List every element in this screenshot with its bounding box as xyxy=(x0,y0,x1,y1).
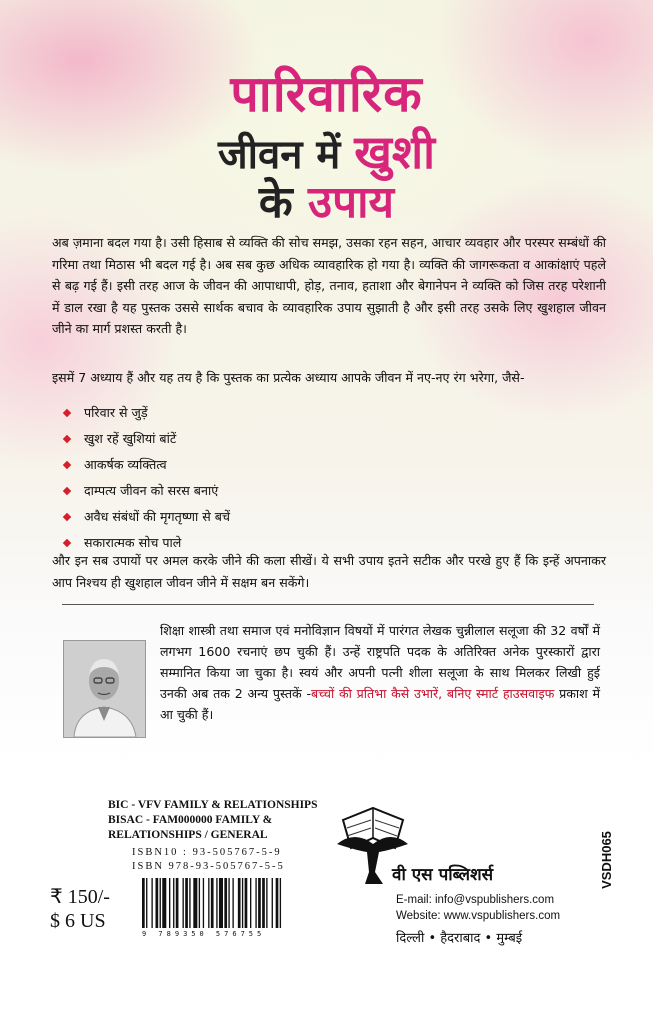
author-photo xyxy=(63,640,146,738)
barcode-bar xyxy=(211,878,214,928)
barcode-digits: 9 789350 576755 xyxy=(142,930,266,938)
barcode-bar xyxy=(160,878,161,928)
barcode-bar xyxy=(162,878,166,928)
barcode-bar xyxy=(276,878,279,928)
diamond-bullet-icon xyxy=(63,409,71,417)
divider xyxy=(62,604,594,605)
author-bio-end: प्रकाश में आ चुकी हैं। xyxy=(160,686,601,722)
isbn13: ISBN 978-93-505767-5-5 xyxy=(132,861,285,872)
author-bio xyxy=(160,620,600,725)
publisher-name: वी एस पब्लिशर्स xyxy=(392,865,494,885)
title-line-3 xyxy=(0,170,653,230)
barcode-bar xyxy=(183,878,184,928)
diamond-bullet-icon xyxy=(63,461,71,469)
barcode-bar xyxy=(250,878,251,928)
title-highlight-khushi: खुशी xyxy=(354,125,436,179)
chapter-list xyxy=(62,400,230,556)
barcode-bar xyxy=(262,878,265,928)
list-item-label: खुश रहें खुशियां बांटें xyxy=(84,431,177,446)
author-portrait-icon xyxy=(64,641,145,737)
diamond-bullet-icon xyxy=(63,513,71,521)
publisher-email: E-mail: info@vspublishers.com xyxy=(396,894,555,906)
author-other-books: बच्चों की प्रतिभा कैसे उभारें, बनिए स्मार्ट हाउसवाइफ xyxy=(311,686,555,701)
list-item xyxy=(62,504,230,530)
barcode-bar xyxy=(280,878,281,928)
barcode xyxy=(140,878,325,928)
chapters-line: इसमें 7 अध्याय हैं और यह तय है कि पुस्तक का प्रत्येक अध्याय आपके जीवन में नए-नए रंग भरेगा, जैसे- xyxy=(52,370,525,385)
barcode-bar xyxy=(146,878,147,928)
bic-code: BIC - VFV FAMILY & RELATIONSHIPS xyxy=(108,799,318,811)
list-item xyxy=(62,452,230,478)
title-line-1: पारिवारिक xyxy=(230,65,423,123)
list-item-label: अवैध संबंधों की मृगतृष्णा से बचें xyxy=(84,509,230,524)
barcode-bar xyxy=(228,878,229,928)
list-item xyxy=(62,426,230,452)
publisher-cities: दिल्ली • हैदराबाद • मुम्बई xyxy=(396,931,523,946)
author-bio-text: शिक्षा शास्त्री तथा समाज एवं मनोविज्ञान विषयों में पारंगत लेखक चुन्नीलाल सलूजा की 32 वर्षों में लगभग 1600 रचनाएं छप चुकी हैं। उन्हें राष्ट्रपति पदक के अतिरिक्त अनेक पुरस्कारों द्वारा सम्मानित किया जा चुका है। स्वयं और अपनी पत्नी शीला सलूजा के साथ मिलकर लिखी हुई उनकी अब तक 2 अन्य पुस्तकें - xyxy=(160,623,600,701)
barcode-bar xyxy=(238,878,241,928)
barcode-bar xyxy=(193,878,197,928)
barcode-bar xyxy=(176,878,179,928)
list-item xyxy=(62,400,230,426)
product-code-text: VSDH065 xyxy=(599,831,614,889)
list-item-label: आकर्षक व्यक्तित्व xyxy=(84,457,167,472)
barcode-bar xyxy=(232,878,233,928)
barcode-bar xyxy=(216,878,217,928)
barcode-bar xyxy=(208,878,209,928)
title-highlight-upay: उपाय xyxy=(308,177,395,228)
isbn10: ISBN10 : 93-505767-5-9 xyxy=(132,847,282,858)
bisac-code-line-1: BISAC - FAM000000 FAMILY & xyxy=(108,814,273,826)
title-line-3-text: के xyxy=(258,177,309,228)
list-item-label: दाम्पत्य जीवन को सरस बनाएं xyxy=(84,483,219,498)
barcode-bar xyxy=(219,878,223,928)
isbn-block xyxy=(132,846,285,874)
closing-paragraph: और इन सब उपायों पर अमल करके जीने की कला सीखें। ये सभी उपाय इतने सटीक और परखे हुए हैं कि इन्हें अपनाकर आप निश्चय ही खुशहाल जीवन जीने में सक्षम बन सकेंगे। xyxy=(52,553,606,590)
list-item-label: सकारात्मक सोच पाले xyxy=(84,535,182,550)
barcode-bar xyxy=(266,878,267,928)
price-usd: $ 6 US xyxy=(50,910,106,932)
price-block xyxy=(50,885,110,933)
diamond-bullet-icon xyxy=(63,539,71,547)
product-code xyxy=(598,800,616,920)
barcode-bar xyxy=(151,878,152,928)
barcode-bar xyxy=(242,878,243,928)
barcode-bar xyxy=(255,878,256,928)
barcode-bar xyxy=(199,878,200,928)
barcode-bar xyxy=(245,878,248,928)
diamond-bullet-icon xyxy=(63,435,71,443)
diamond-bullet-icon xyxy=(63,487,71,495)
publisher-contact xyxy=(396,892,560,924)
barcode-bar xyxy=(203,878,204,928)
price-inr: ₹ 150/- xyxy=(50,886,110,908)
list-item xyxy=(62,478,230,504)
barcode-bar xyxy=(169,878,170,928)
barcode-bar xyxy=(173,878,174,928)
list-item-label: परिवार से जुड़ें xyxy=(84,405,148,420)
barcode-bar xyxy=(272,878,273,928)
barcode-bar xyxy=(156,878,159,928)
barcode-bar xyxy=(142,878,145,928)
barcode-bar xyxy=(189,878,190,928)
bisac-code-line-2: RELATIONSHIPS / GENERAL xyxy=(108,829,268,841)
barcode-bar xyxy=(185,878,188,928)
barcode-bar xyxy=(258,878,261,928)
title-line-2-text: जीवन में xyxy=(217,132,355,178)
intro-paragraph: अब ज़माना बदल गया है। उसी हिसाब से व्यक्ति की सोच समझ, उसका रहन सहन, आचार व्यवहार और परस्पर सम्बंधों की गरिमा तथा मिठास भी बदल गई है। अब सब कुछ अधिक व्यावहारिक हो गया है। व्यक्ति की जागरूकता व आकांक्षाएं पहले से बढ़ गई हैं। इसी तरह आज के जीवन की आपाधापी, होड़, तनाव, हताशा और बेगानेपन ने व्यक्ति को जिस तरह परेशानी में डाल रखा है यह पुस्तक उससे सार्थक बचाव के व्यावहारिक उपाय सुझाती है और इसी तरह उसके लिए खुशहाल जीवन जीने का मार्ग प्रशस्त करती है। xyxy=(52,235,606,337)
subject-classification xyxy=(108,798,317,843)
barcode-bar xyxy=(224,878,227,928)
publisher-website: Website: www.vspublishers.com xyxy=(396,910,561,922)
